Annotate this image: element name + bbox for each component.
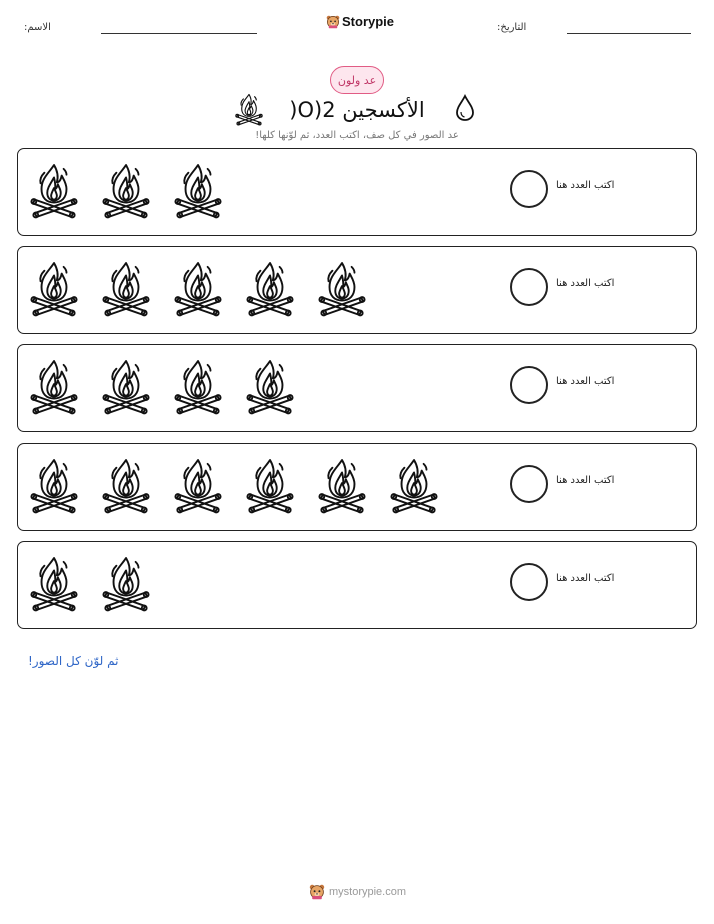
answer-prompt: اكتب العدد هنا [556,376,615,387]
date-line[interactable] [567,33,691,34]
date-label: التاريخ: [497,22,527,33]
water-drop-icon [454,94,476,122]
campfire-icon[interactable] [390,456,438,514]
count-row [17,148,697,236]
answer-circle[interactable] [510,170,548,208]
campfire-icon[interactable] [174,259,222,317]
campfire-icon[interactable] [102,357,150,415]
answer-circle[interactable] [510,268,548,306]
campfire-icon[interactable] [318,259,366,317]
campfire-icon[interactable] [246,259,294,317]
answer-prompt: اكتب العدد هنا [556,180,615,191]
campfire-icon[interactable] [102,456,150,514]
picture-group [30,161,222,219]
picture-group [30,259,366,317]
campfire-icon[interactable] [30,357,78,415]
bear-icon [309,884,325,900]
picture-group [30,554,150,612]
answer-circle[interactable] [510,563,548,601]
count-row [17,246,697,334]
campfire-icon[interactable] [30,554,78,612]
answer-prompt: اكتب العدد هنا [556,475,615,486]
worksheet-badge: عد ولون [330,66,384,94]
picture-group [30,456,438,514]
name-line[interactable] [101,33,257,34]
answer-prompt: اكتب العدد هنا [556,573,615,584]
campfire-icon[interactable] [174,357,222,415]
website-url: mystorypie.com [329,886,407,898]
campfire-icon[interactable] [174,456,222,514]
answer-prompt: اكتب العدد هنا [556,278,615,289]
answer-circle[interactable] [510,366,548,404]
count-row [17,541,697,629]
campfire-icon [235,92,263,126]
campfire-icon[interactable] [30,259,78,317]
name-label: الاسم: [24,22,51,33]
color-instruction: ثم لوّن كل الصور! [28,654,119,668]
page-title: الأكسجين O)2( [289,98,425,122]
campfire-icon[interactable] [30,456,78,514]
campfire-icon[interactable] [102,554,150,612]
campfire-icon[interactable] [30,161,78,219]
campfire-icon[interactable] [318,456,366,514]
count-row [17,344,697,432]
picture-group [30,357,294,415]
campfire-icon[interactable] [102,259,150,317]
bear-icon [326,15,340,29]
instructions: عد الصور في كل صف، اكتب العدد، ثم لوّنها كلها! [255,130,459,141]
answer-circle[interactable] [510,465,548,503]
campfire-icon[interactable] [102,161,150,219]
site-footer [309,884,406,900]
campfire-icon[interactable] [174,161,222,219]
campfire-icon[interactable] [246,357,294,415]
count-row [17,443,697,531]
campfire-icon[interactable] [246,456,294,514]
brand-name: Storypie [342,14,395,29]
brand-logo [326,14,394,29]
